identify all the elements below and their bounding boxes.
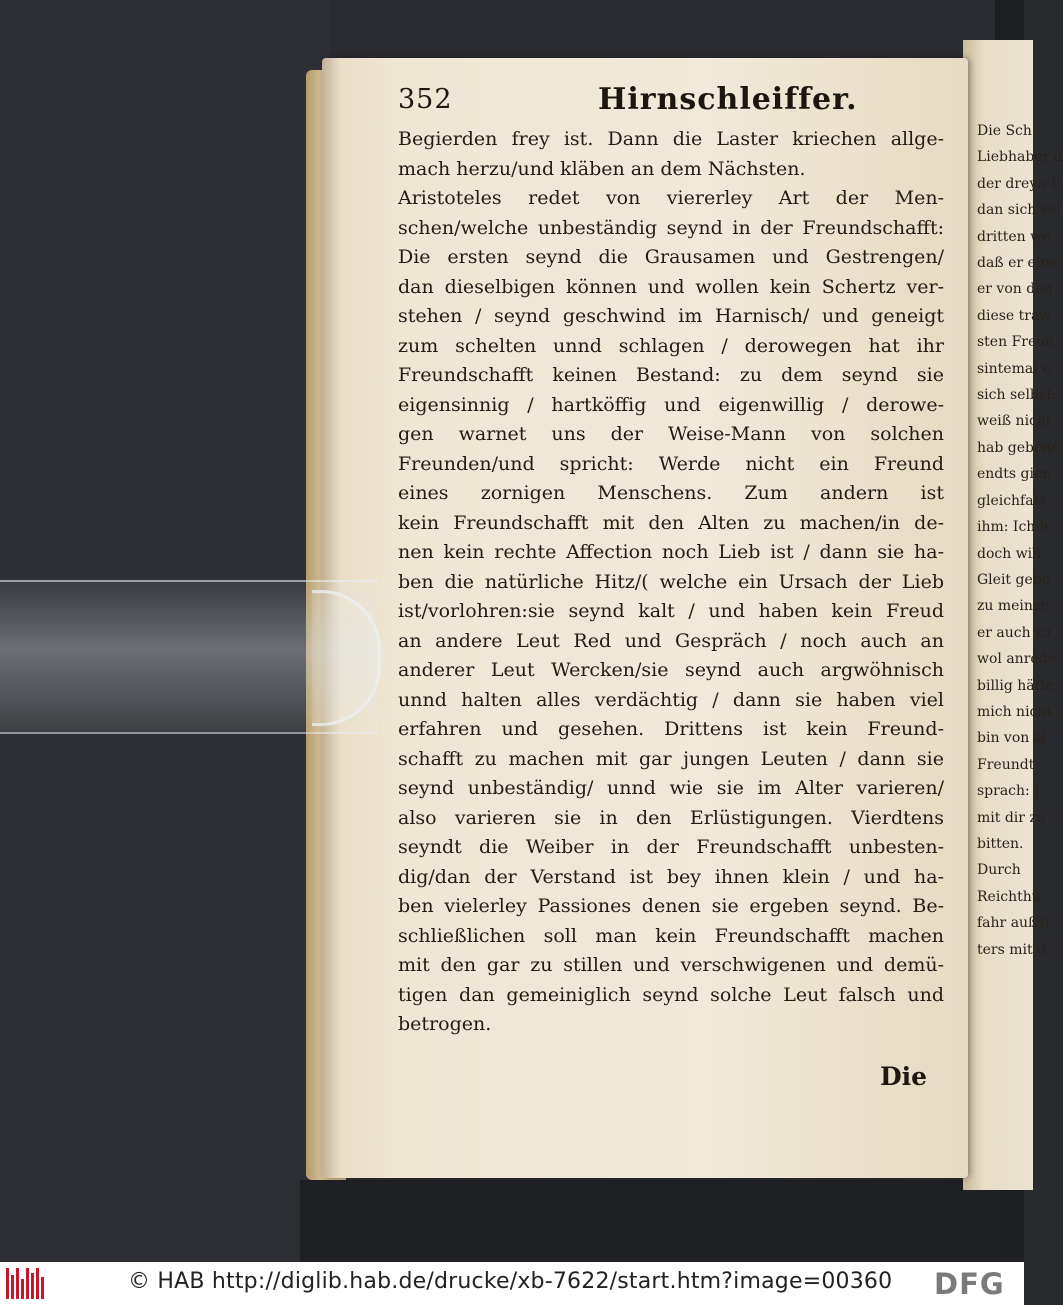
facing-text-line: Gleit gebe — [977, 571, 1050, 588]
facing-text-line: bin von al — [977, 730, 1047, 747]
facing-text-line: er von den — [977, 281, 1053, 298]
text-line: ben vielerley Passiones denen sie ergeben seynd. Be- — [398, 895, 944, 917]
text-line: betrogen. — [398, 1013, 492, 1035]
catchword: Die — [880, 1062, 928, 1091]
facing-text-line: Freundt — [977, 756, 1035, 773]
text-line: an andere Leut Red und Gespräch / noch auch an — [398, 629, 944, 652]
facing-text-line: dan sich sel — [977, 202, 1061, 219]
text-line: Freunden/und spricht: Werde nicht ein Freund — [398, 452, 944, 475]
facing-text-line: ihm: Ich h — [977, 519, 1049, 536]
page-number: 352 — [398, 84, 453, 115]
facing-text-line: der dreyn F — [977, 175, 1061, 192]
facing-text-line: dritten we — [977, 228, 1051, 245]
text-line: stehen / seynd geschwind im Harnisch/ und geneigt — [398, 305, 944, 327]
text-line: ist/vorlohren:sie seynd kalt / und haben kein Freud — [398, 600, 944, 622]
text-line: mit den gar zu stillen und verschwigenen und demü- — [398, 954, 944, 976]
text-line: eigensinnig / hartköffig und eigenwillig / derowe- — [398, 393, 944, 416]
facing-text-line: fahr außst — [977, 915, 1051, 932]
text-line: seynd unbeständig/ unnd wie sie im Alter varieren/ — [398, 777, 944, 799]
page-header — [398, 84, 938, 124]
dfg-logo: DFG — [934, 1267, 1005, 1301]
facing-text-line: bitten. — [977, 835, 1024, 852]
text-line: eines zornigen Menschens. Zum andern ist — [398, 482, 944, 504]
facing-text-line: wol anrede — [977, 651, 1056, 668]
facing-text-line: sprach: J — [977, 783, 1040, 800]
viewer-footer — [0, 1262, 1024, 1305]
text-line: Die ersten seynd die Grausamen und Gestrengen/ — [398, 246, 944, 268]
facing-text-line: zu meinen — [977, 598, 1051, 615]
facing-text-line: Reichthu — [977, 888, 1041, 905]
page-body-text — [398, 125, 944, 1040]
text-line: gen warnet uns der Weise-Mann von solchen — [398, 423, 944, 445]
text-line: schließlichen soll man kein Freundschafft machen — [398, 924, 944, 947]
facing-page-text — [977, 118, 1063, 963]
text-line: Freundschafft keinen Bestand: zu dem seynd sie — [398, 364, 944, 386]
facing-text-line: mich nicht — [977, 703, 1053, 720]
facing-text-line: ters mit d — [977, 941, 1047, 958]
facing-text-line: billig hätte — [977, 677, 1055, 694]
text-line: Aristoteles redet von viererley Art der Men- — [398, 187, 944, 209]
facing-text-line: daß er eine — [977, 255, 1058, 272]
text-line: seyndt die Weiber in der Freundschafft unbesten- — [398, 836, 944, 858]
running-title: Hirnschleiffer. — [598, 82, 858, 117]
text-line: mach herzu/und kläben an dem Nächsten. — [398, 157, 806, 180]
facing-page — [963, 40, 1063, 1190]
text-line: dan dieselbigen können und wollen kein Schertz ver- — [398, 275, 944, 298]
facing-text-line: gleichfals — [977, 492, 1046, 509]
backdrop-shadow — [300, 1180, 1024, 1262]
facing-text-line: Durch — [977, 862, 1021, 879]
text-line: unnd halten alles verdächtig / dann sie haben viel — [398, 688, 944, 711]
text-line: kein Freundschafft mit den Alten zu machen/in de- — [398, 511, 944, 534]
facing-text-line: sintemal e — [977, 360, 1051, 377]
facing-text-line: sten Freun — [977, 334, 1055, 351]
text-line: dig/dan der Verstand ist bey ihnen klein / und ha- — [398, 865, 944, 888]
facing-text-line: weiß nicht — [977, 413, 1052, 430]
facing-text-line: endts gien — [977, 466, 1052, 483]
text-line: zum schelten unnd schlagen / derowegen hat ihr — [398, 334, 944, 357]
text-line: schen/welche unbeständig seynd in der Freundschafft: — [398, 216, 944, 239]
facing-text-line: mit dir zu — [977, 809, 1046, 826]
text-line: tigen dan gemeiniglich seynd solche Leut falsch und — [398, 983, 944, 1006]
facing-text-line: doch will — [977, 545, 1042, 562]
source-credit-link[interactable]: © HAB http://diglib.hab.de/drucke/xb-7622/start.htm?image=00360 — [128, 1269, 893, 1294]
facing-text-line: Die Sch — [977, 123, 1032, 139]
text-line: also varieren sie in den Erlüstigungen. Vierdtens — [398, 806, 944, 829]
hab-barcode-icon — [6, 1268, 46, 1299]
text-line: anderer Leut Wercken/sie seynd auch argwöhnisch — [398, 659, 944, 681]
text-line: nen kein rechte Affection noch Lieb ist / dann sie ha- — [398, 541, 944, 563]
text-line: ben die natürliche Hitz/( welche ein Ursach der Lieb — [398, 570, 944, 593]
facing-text-line: er auch zu — [977, 624, 1052, 641]
facing-text-line: sich selbst: — [977, 387, 1057, 404]
text-line: Begierden frey ist. Dann die Laster kriechen allge- — [398, 128, 944, 150]
text-line: schafft zu machen mit gar jungen Leuten / dann sie — [398, 747, 944, 770]
facing-text-line: diese traw — [977, 307, 1052, 324]
facing-text-line: hab geben/ — [977, 439, 1057, 456]
facing-text-line: Liebhaber d — [977, 149, 1063, 166]
text-line: erfahren und gesehen. Drittens ist kein Freund- — [398, 718, 944, 740]
